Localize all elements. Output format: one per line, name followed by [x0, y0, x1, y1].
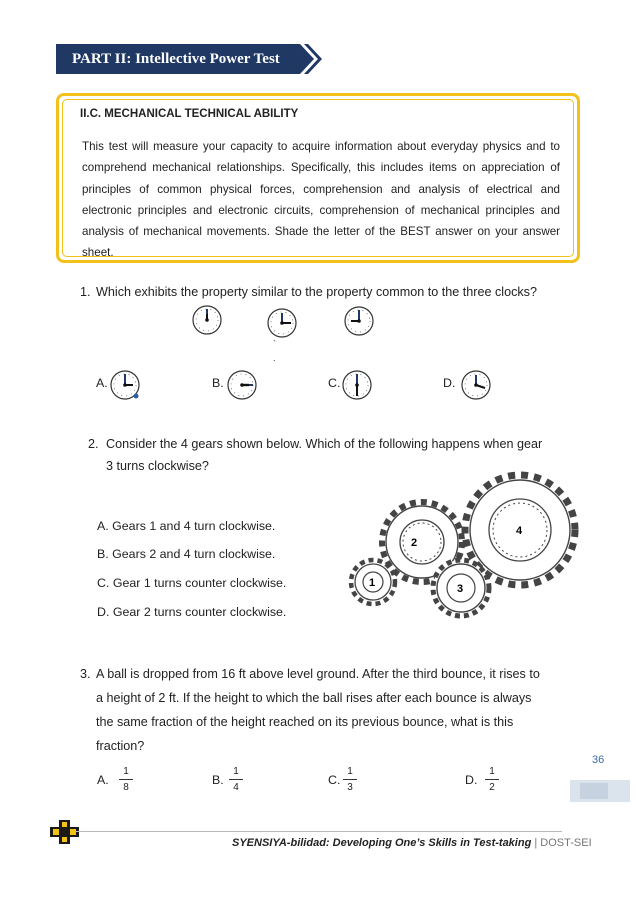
footer-divider — [76, 831, 562, 832]
q1-option-d: D. — [443, 376, 456, 390]
q3-line-4: fraction? — [96, 739, 145, 753]
q3-line-2: a height of 2 ft. If the height to which the ball rises after each bounce is always — [96, 691, 532, 705]
clock-icon — [225, 368, 261, 404]
section-heading: II.C. MECHANICAL TECHNICAL ABILITY — [80, 108, 299, 120]
q1-clocks-row — [185, 303, 385, 363]
q1-option-a: A. — [96, 376, 108, 390]
q3-option-a: A. — [97, 773, 109, 787]
q3-option-c: C. — [328, 773, 341, 787]
q2-option-d: D. Gear 2 turns counter clockwise. — [97, 605, 287, 619]
q3-option-b: B. — [212, 773, 224, 787]
section-intro: This test will measure your capacity to acquire information about everyday physics and to comprehend mechanical relationships. Specifically, this includes items on appreciation of principles of common physical forces, comprehension and analysis of electrical and electronic principles and electronic circuits, comprehension of mechanical principles and analysis of mechanical movements. Shade the letter of the BEST answer on your answer sheet. — [82, 140, 560, 260]
q1-text: Which exhibits the property similar to the property common to the three clocks? — [96, 285, 537, 299]
q3-option-b-fraction: $\frac{1}{4}$ — [229, 767, 243, 793]
page-tab-inner — [580, 783, 608, 799]
q1-option-c: C. — [328, 376, 341, 390]
q1-number: 1. — [80, 285, 91, 299]
q3-option-d: D. — [465, 773, 478, 787]
q3-line-3: the same fraction of the height reached on its previous bounce, what is this — [96, 715, 514, 729]
svg-text:`: ` — [273, 339, 276, 349]
gear-label-4: 4 — [516, 525, 523, 537]
footer-separator: | — [531, 837, 541, 849]
q1-option-b: B. — [212, 376, 224, 390]
footer-org: DOST-SEI — [540, 837, 592, 849]
banner-arrow-icon — [286, 42, 326, 76]
gears-diagram — [345, 470, 595, 630]
clock-icon — [193, 306, 221, 334]
q3-option-d-fraction: $\frac{1}{2}$ — [485, 767, 499, 793]
q2-line2: 3 turns clockwise? — [106, 459, 209, 473]
clock-icon — [345, 307, 373, 335]
section-banner — [56, 44, 304, 74]
footer — [232, 837, 592, 849]
gear-label-3: 3 — [457, 583, 464, 595]
q2-option-b: B. Gears 2 and 4 turn clockwise. — [97, 547, 276, 561]
gear-label-2: 2 — [411, 537, 418, 549]
q3-option-a-fraction: $\frac{1}{8}$ — [119, 767, 133, 793]
footer-title: SYENSIYA-bilidad: Developing One’s Skills in Test-taking — [232, 837, 532, 849]
q2-line1: Consider the 4 gears shown below. Which of the following happens when gear — [106, 437, 543, 451]
q2-option-c: C. Gear 1 turns counter clockwise. — [97, 576, 287, 590]
gear-label-1: 1 — [369, 577, 376, 589]
svg-text:.: . — [273, 353, 276, 363]
q3-option-c-fraction: $\frac{1}{3}$ — [343, 767, 357, 793]
q2-number: 2. — [88, 437, 99, 451]
q3-text — [96, 662, 560, 758]
page-number: 36 — [592, 754, 605, 766]
clock-icon — [459, 368, 495, 404]
q3-number: 3. — [80, 667, 91, 681]
clock-icon — [108, 368, 144, 404]
q2-option-a: A. Gears 1 and 4 turn clockwise. — [97, 519, 276, 533]
dost-logo-icon — [50, 820, 80, 844]
clock-icon — [268, 309, 296, 337]
q3-line-1: A ball is dropped from 16 ft above level ground. After the third bounce, it rises to — [96, 667, 540, 681]
clock-icon — [340, 368, 376, 404]
banner-title: PART II: Intellective Power Test — [72, 50, 280, 67]
